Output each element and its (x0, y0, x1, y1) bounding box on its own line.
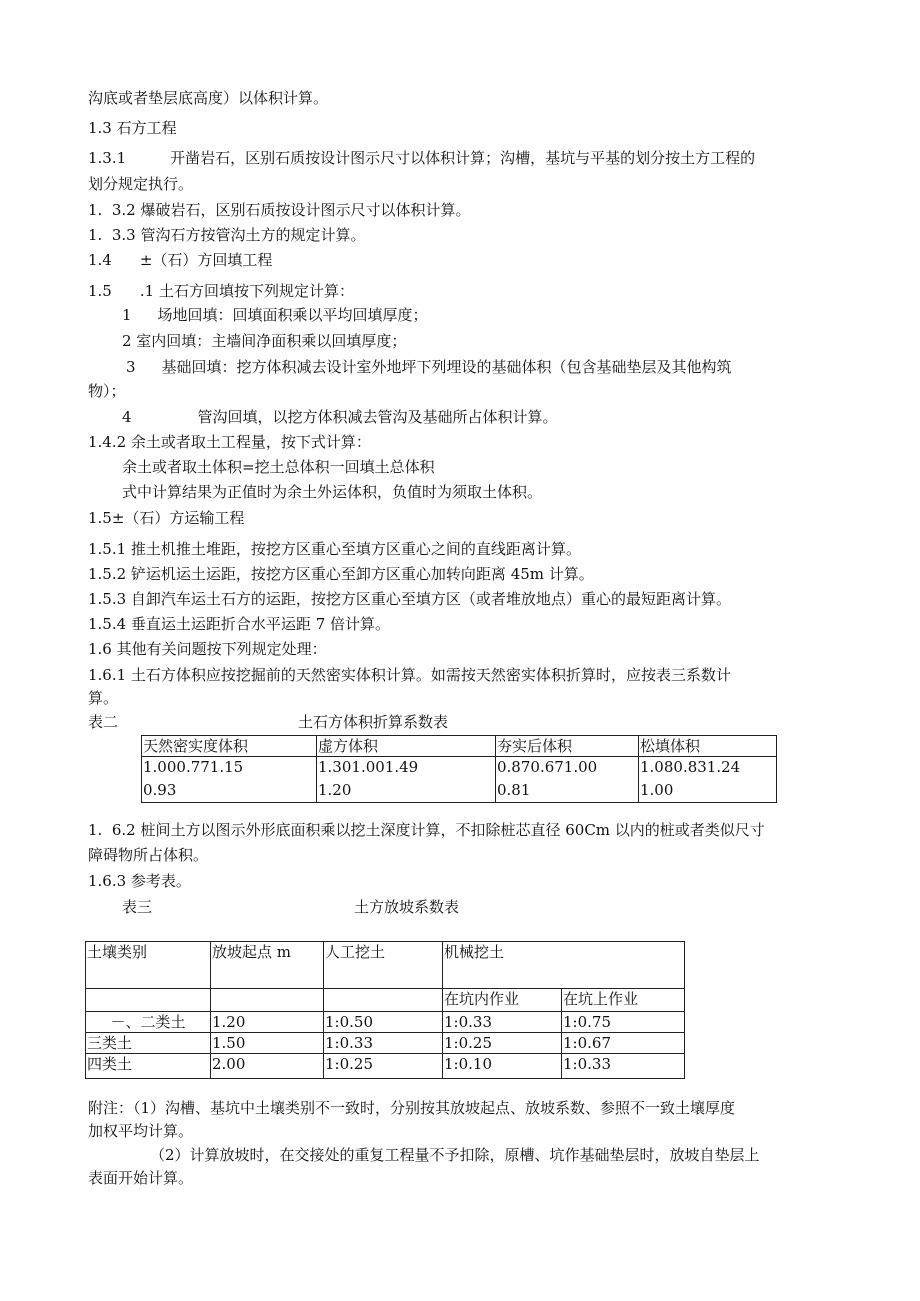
text-line: 沟底或者垫层底高度）以体积计算。 (88, 89, 329, 107)
list-item: 1 场地回填：回填面积乘以平均回填厚度； (122, 306, 428, 324)
note-1: 附注：（1）沟槽、基坑中土壤类别不一致时，分别按其放坡起点、放坡系数、参照不一致土壤厚度 (88, 1099, 736, 1117)
heading-1-6: 1.6 其他有关问题按下列规定处理： (88, 640, 327, 658)
text-line: 障碍物所占体积。 (88, 846, 209, 864)
text-line: 划分规定执行。 (88, 175, 194, 193)
text-line (88, 148, 755, 168)
clause-text: 开凿岩石，区别石质按设计图示尺寸以体积计算；沟槽，基坑与平基的划分按土方工程的 (170, 149, 756, 167)
heading-1-5: 1.5±（石）方运输工程 (88, 509, 245, 527)
text-line: 1. 6.2 桩间土方以图示外形底面积乘以挖土深度计算，不扣除桩芯直径 60Cm 以内的桩或者类似尺寸 (88, 821, 765, 839)
volume-conversion-table (141, 735, 777, 803)
table-row: －、二类土 1.20 1:0.50 1:0.33 1:0.75 (86, 1012, 685, 1033)
text-line: 1.5.3 自卸汽车运土石方的运距，按挖方区重心至填方区（或者堆放地点）重心的最短距离计算。 (88, 590, 731, 608)
clause-number: 1.4 (88, 251, 112, 269)
table-header-row: 土壤类别 放坡起点 m 人工挖土 机械挖土 (86, 942, 685, 989)
table-title: 土方放坡系数表 (354, 898, 460, 916)
text-line: 1.5.4 垂直运土运距折合水平运距 7 倍计算。 (88, 615, 391, 633)
table-label: 表二 (88, 713, 119, 731)
list-item: 4 管沟回填，以挖方体积减去管沟及基础所占体积计算。 (122, 408, 558, 426)
text-line: 1.5.1 推土机推土堆距，按挖方区重心至填方区重心之间的直线距离计算。 (88, 540, 581, 558)
text-line (88, 281, 354, 301)
clause-number: 1.5 (88, 282, 112, 300)
table-caption (88, 712, 448, 732)
table-row: 1.000.771.15 1.301.001.49 0.870.671.00 1.080.831.24 (142, 757, 777, 778)
text-line: 1.6.3 参考表。 (88, 872, 191, 890)
table-row: 四类土 2.00 1:0.25 1:0.10 1:0.33 (86, 1054, 685, 1079)
heading-1-3: 1.3 石方工程 (88, 119, 177, 137)
text-line: 1.6.1 土石方体积应按挖掘前的天然密实体积计算。如需按天然密实体积折算时，应按表三系数计 (88, 666, 731, 684)
text-line: 1.5.2 铲运机运土运距，按挖方区重心至卸方区重心加转向距离 45m 计算。 (88, 565, 594, 583)
note-1-continued: 加权平均计算。 (88, 1122, 194, 1140)
text-line: 1. 3.3 管沟石方按管沟土方的规定计算。 (88, 226, 366, 244)
text-line: 1.4.2 余土或者取土工程量，按下式计算： (88, 433, 371, 451)
heading-1-4 (88, 250, 272, 270)
table-label: 表三 (122, 898, 153, 916)
list-item: 2 室内回填：主墙间净面积乘以回填厚度； (122, 332, 407, 350)
table-header-row: 天然密实度体积 虚方体积 夯实后体积 松填体积 (142, 736, 777, 757)
clause-text: .1 土石方回填按下列规定计算： (139, 282, 354, 300)
table-row: 三类土 1.50 1:0.33 1:0.25 1:0.67 (86, 1033, 685, 1054)
text-line: 式中计算结果为正值时为余土外运体积，负值时为须取土体积。 (122, 483, 543, 501)
note-2-continued: 表面开始计算。 (88, 1169, 194, 1187)
slope-coefficient-table (85, 941, 685, 1079)
table-caption (122, 897, 459, 917)
clause-number: 1.3.1 (88, 149, 127, 167)
clause-text: ±（石）方回填工程 (139, 251, 273, 269)
table-subheader-row: 在坑内作业 在坑上作业 (86, 989, 685, 1012)
text-line: 物）； (88, 382, 126, 400)
list-item: 3 基础回填：挖方体积减去设计室外地坪下列埋设的基础体积（包含基础垫层及其他构筑 (126, 358, 732, 376)
text-line: 1. 3.2 爆破岩石，区别石质按设计图示尺寸以体积计算。 (88, 201, 471, 219)
formula-line: 余土或者取土体积=挖土总体积一回填土总体积 (122, 458, 435, 476)
text-line: 算。 (88, 689, 119, 707)
table-row: 0.93 1.20 0.81 1.00 (142, 777, 777, 803)
table-title: 土石方体积折算系数表 (298, 713, 449, 731)
note-2: （2）计算放坡时，在交接处的重复工程量不予扣除，原槽、坑作基础垫层时，放坡自垫层上 (150, 1146, 760, 1164)
